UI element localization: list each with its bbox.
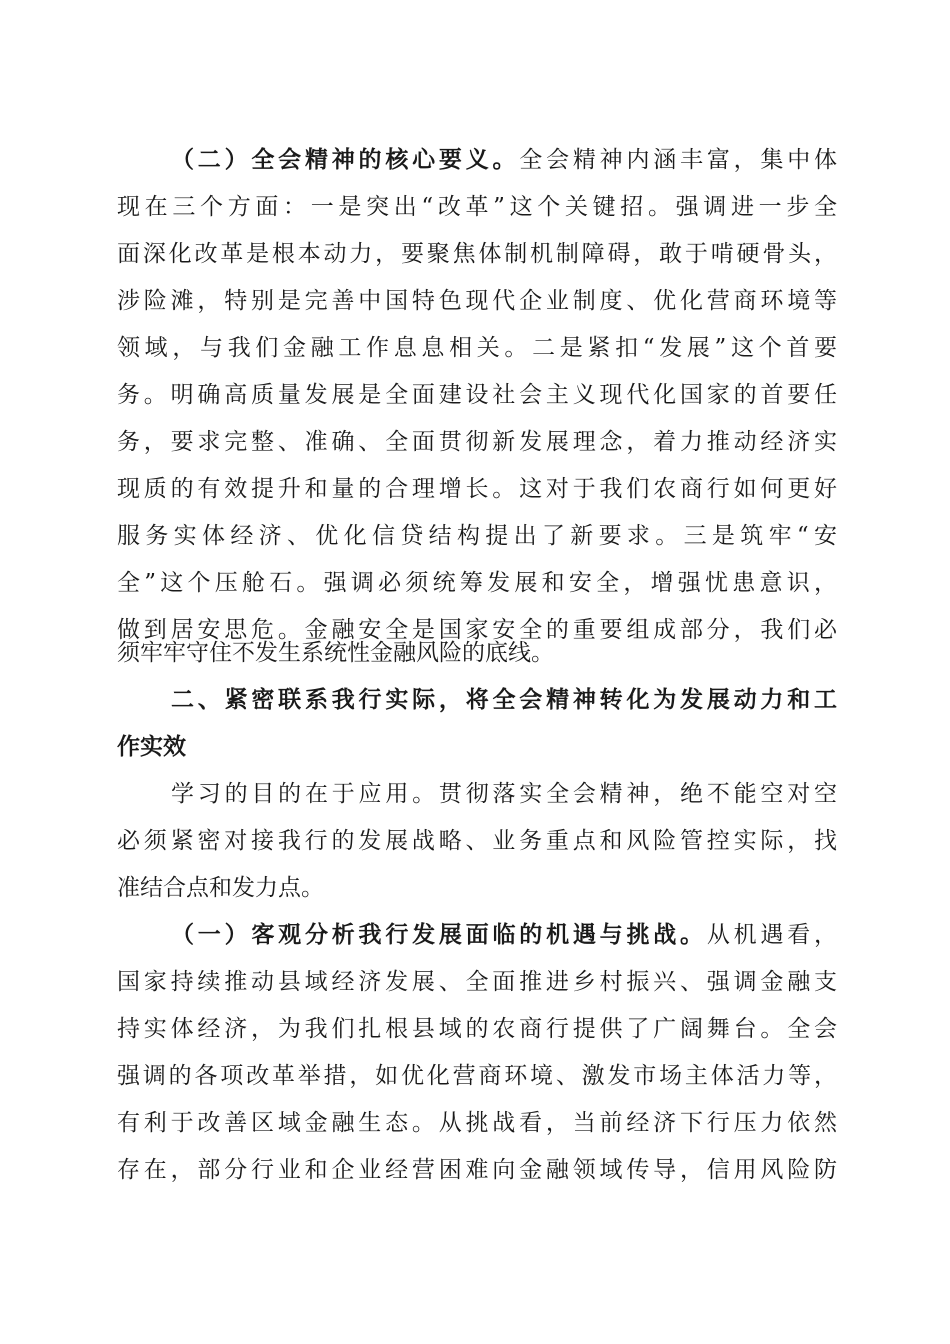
paragraph-line: 持实体经济，为我们扎根县域的农商行提供了广阔舞台。全会 <box>117 1016 837 1042</box>
section-lead-rest: 全会精神内涵丰富，集中体 <box>519 147 837 173</box>
paragraph-line: 涉险滩，特别是完善中国特色现代企业制度、优化营商环境等 <box>117 288 837 314</box>
paragraph-line <box>171 140 837 180</box>
paragraph-line <box>171 915 837 955</box>
paragraph-line: 领域，与我们金融工作息息相关。二是紧扣“发展”这个首要 <box>117 335 837 361</box>
paragraph-line: 国家持续推动县域经济发展、全面推进乡村振兴、强调金融支 <box>117 969 837 995</box>
section-lead: （二）全会精神的核心要义。 <box>171 146 520 173</box>
paragraph-line: 准结合点和发力点。 <box>117 875 324 901</box>
paragraph-line: 有利于改善区域金融生态。从挑战看，当前经济下行压力依然 <box>117 1110 837 1136</box>
paragraph-line: 存在，部分行业和企业经营困难向金融领域传导，信用风险防 <box>117 1157 837 1183</box>
paragraph-line: 务。明确高质量发展是全面建设社会主义现代化国家的首要任 <box>117 382 837 408</box>
paragraph-line: 务，要求完整、准确、全面贯彻新发展理念，着力推动经济实 <box>117 429 837 455</box>
heading-line: 二、紧密联系我行实际，将全会精神转化为发展动力和工 <box>171 686 837 713</box>
paragraph-line: 必须紧密对接我行的发展战略、业务重点和风险管控实际，找 <box>117 828 837 854</box>
paragraph-line: 强调的各项改革举措，如优化营商环境、激发市场主体活力等， <box>117 1063 837 1089</box>
paragraph-line: 面深化改革是根本动力，要聚焦体制机制障碍，敢于啃硬骨头， <box>117 241 837 267</box>
heading-line: 作实效 <box>117 733 186 760</box>
section-lead-rest: 从机遇看， <box>706 922 837 948</box>
paragraph-line: 服务实体经济、优化信贷结构提出了新要求。三是筑牢“安 <box>117 523 837 549</box>
paragraph-line: 全”这个压舱石。强调必须统筹发展和安全，增强忧患意识， <box>117 570 837 596</box>
paragraph-line: 学习的目的在于应用。贯彻落实全会精神，绝不能空对空 <box>171 781 837 807</box>
section-lead: （一）客观分析我行发展面临的机遇与挑战。 <box>171 921 707 948</box>
paragraph-line: 须牢牢守住不发生系统性金融风险的底线。 <box>117 640 554 666</box>
paragraph-line: 现在三个方面：一是突出“改革”这个关键招。强调进一步全 <box>117 194 837 220</box>
paragraph-line: 做到居安思危。金融安全是国家安全的重要组成部分，我们必 <box>117 617 837 643</box>
paragraph-line: 现质的有效提升和量的合理增长。这对于我们农商行如何更好 <box>117 476 837 502</box>
